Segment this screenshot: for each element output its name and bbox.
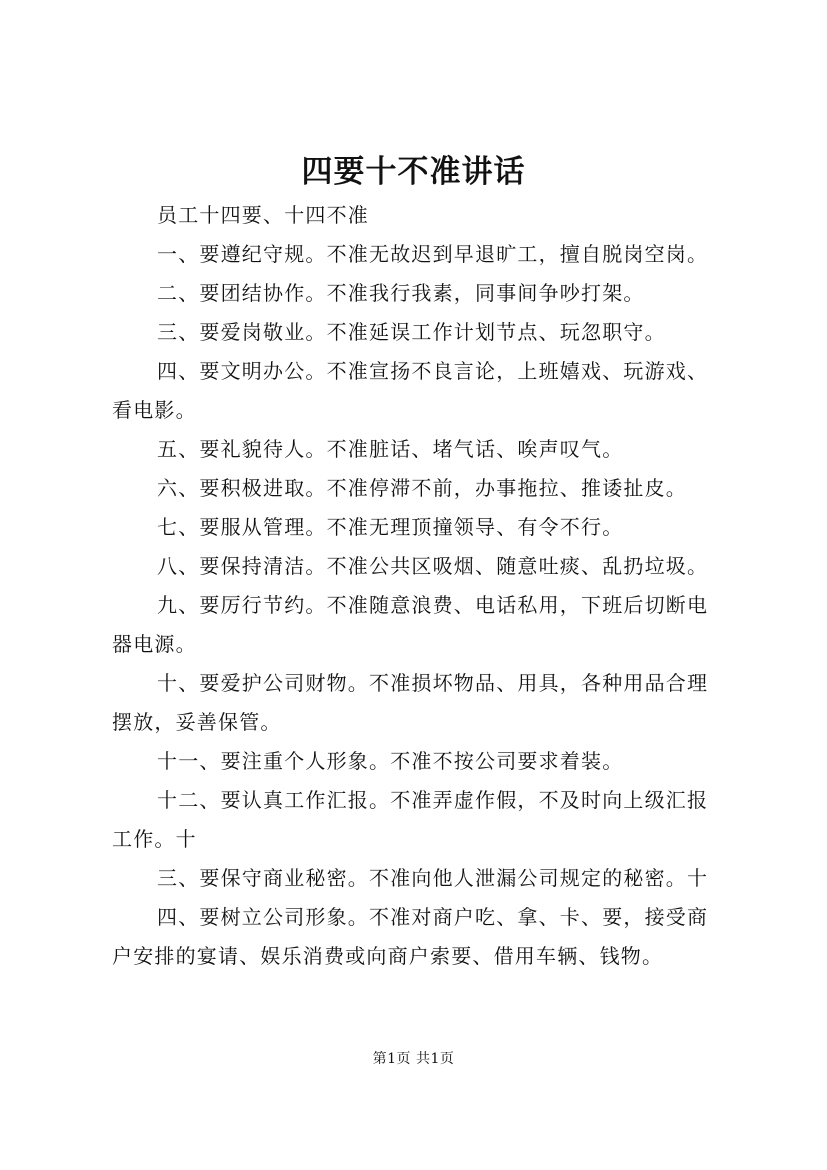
text-line: 员工十四要、十四不准	[157, 203, 369, 227]
text-line: 十一、要注重个人形象。不准不按公司要求着装。	[157, 749, 624, 773]
text-line: 器电源。	[112, 632, 197, 656]
text-line: 七、要服从管理。不准无理顶撞领导、有令不行。	[157, 515, 624, 539]
text-line: 二、要团结协作。不准我行我素，同事间争吵打架。	[157, 281, 645, 305]
text-line: 四、要树立公司形象。不准对商户吃、拿、卡、要，接受商	[157, 905, 709, 929]
text-line: 一、要遵纪守规。不准无故迟到早退旷工，擅自脱岗空岗。	[157, 242, 709, 266]
text-line: 八、要保持清洁。不准公共区吸烟、随意吐痰、乱扔垃圾。	[157, 554, 709, 578]
text-line: 摆放，妥善保管。	[112, 710, 282, 734]
text-line: 四、要文明办公。不准宣扬不良言论，上班嬉戏、玩游戏、	[157, 359, 709, 383]
text-line: 三、要爱岗敬业。不准延误工作计划节点、玩忽职守。	[157, 320, 666, 344]
text-line: 五、要礼貌待人。不准脏话、堵气话、唉声叹气。	[157, 437, 624, 461]
text-line: 工作。十	[112, 827, 197, 851]
document-body	[112, 196, 740, 976]
document-title: 四要十不准讲话	[301, 154, 526, 190]
text-line: 户安排的宴请、娱乐消费或向商户索要、借用车辆、钱物。	[112, 944, 664, 968]
page-footer: 第1页 共1页	[372, 1051, 455, 1067]
text-line: 三、要保守商业秘密。不准向他人泄漏公司规定的秘密。十	[157, 866, 709, 890]
text-line: 九、要厉行节约。不准随意浪费、电话私用，下班后切断电	[157, 593, 709, 617]
text-line: 六、要积极进取。不准停滞不前，办事拖拉、推诿扯皮。	[157, 476, 687, 500]
text-line: 看电影。	[112, 398, 197, 422]
text-line: 十二、要认真工作汇报。不准弄虚作假，不及时向上级汇报	[157, 788, 709, 812]
text-line: 十、要爱护公司财物。不准损坏物品、用具，各种用品合理	[157, 671, 709, 695]
